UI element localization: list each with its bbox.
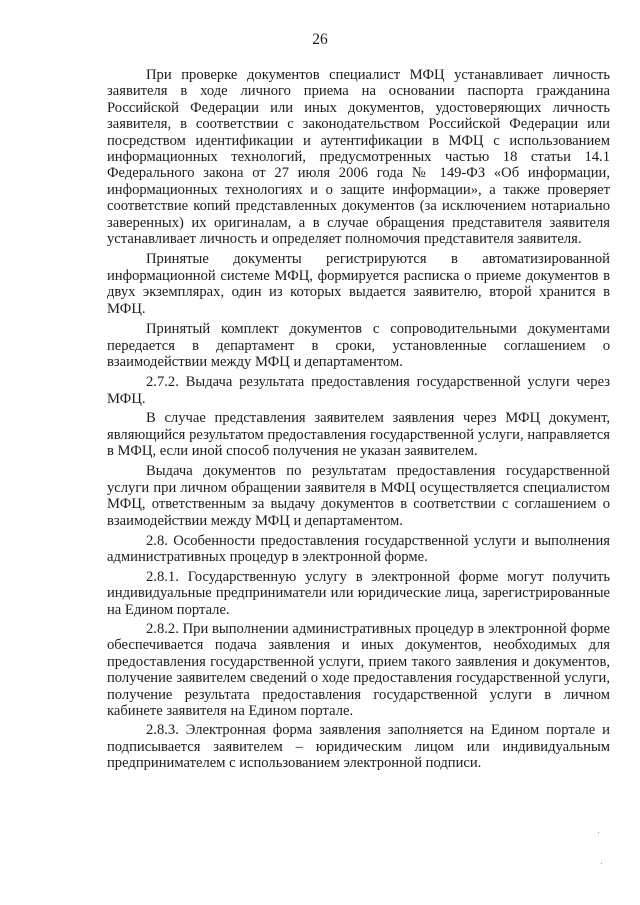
paragraph-registration: Принятые документы регистрируются в автоматизированной информационной системе МФЦ, формируется расписка о приеме документов в двух экземплярах, один из которых выдается заявителю, второй хранится в МФЦ. xyxy=(107,251,610,317)
scan-speck xyxy=(598,832,599,833)
paragraph-section-2-8-1: 2.8.1. Государственную услугу в электронной форме могут получить индивидуальные предприниматели или юридические лица, зарегистрированные на Едином портале. xyxy=(107,568,610,618)
document-body xyxy=(107,67,610,776)
paragraph-section-2-8: 2.8. Особенности предоставления государственной услуги и выполнения административных процедур в электронной форме. xyxy=(107,532,610,566)
paragraph-section-2-8-2: 2.8.2. При выполнении административных процедур в электронной форме обеспечивается подача заявления и иных документов, необходимых для предоставления государственной услуги, прием такого заявления и документов, получение заявителем сведений о ходе предоставления государственной услуги, получение результата предоставления государственной услуги в личном кабинете заявителя на Едином портале. xyxy=(107,621,610,720)
paragraph-section-2-7-2: 2.7.2. Выдача результата предоставления государственной услуги через МФЦ. xyxy=(107,374,610,407)
scan-speck xyxy=(601,863,602,864)
paragraph-identity-check: При проверке документов специалист МФЦ устанавливает личность заявителя в ходе личного приема на основании паспорта гражданина Российской Федерации или иных документов, удостоверяющих личность заявителя, в соответствии с законодательством Российской Федерации или посредством идентификации и аутентификации в МФЦ с использованием информационных технологий, предусмотренных частью 18 статьи 14.1 Федерального закона от 27 июля 2006 года № 149-ФЗ «Об информации, информационных технологиях и о защите информации», а также проверяет соответствие копий представленных документов (за исключением нотариально заверенных) их оригиналам, а в случае обращения представителя заявителя устанавливает личность и определяет полномочия представителя заявителя. xyxy=(107,67,610,248)
paragraph-section-2-8-3: 2.8.3. Электронная форма заявления заполняется на Едином портале и подписывается заявителем – юридическим лицом или индивидуальным предпринимателем с использованием электронной подписи. xyxy=(107,722,610,772)
paragraph-transfer: Принятый комплект документов с сопроводительными документами передается в департамент в сроки, установленные соглашением о взаимодействии между МФЦ и департаментом. xyxy=(107,321,610,370)
paragraph-result-via-mfc: В случае представления заявителем заявления через МФЦ документ, являющийся результатом предоставления государственной услуги, направляется в МФЦ, если иной способ получения не указан заявителем. xyxy=(107,410,610,459)
paragraph-issuance: Выдача документов по результатам предоставления государственной услуги при личном обращении заявителя в МФЦ осуществляется специалистом МФЦ, ответственным за выдачу документов в соответствии с соглашением о взаимодействии между МФЦ и департаментом. xyxy=(107,463,610,529)
page-number: 26 xyxy=(312,31,328,48)
